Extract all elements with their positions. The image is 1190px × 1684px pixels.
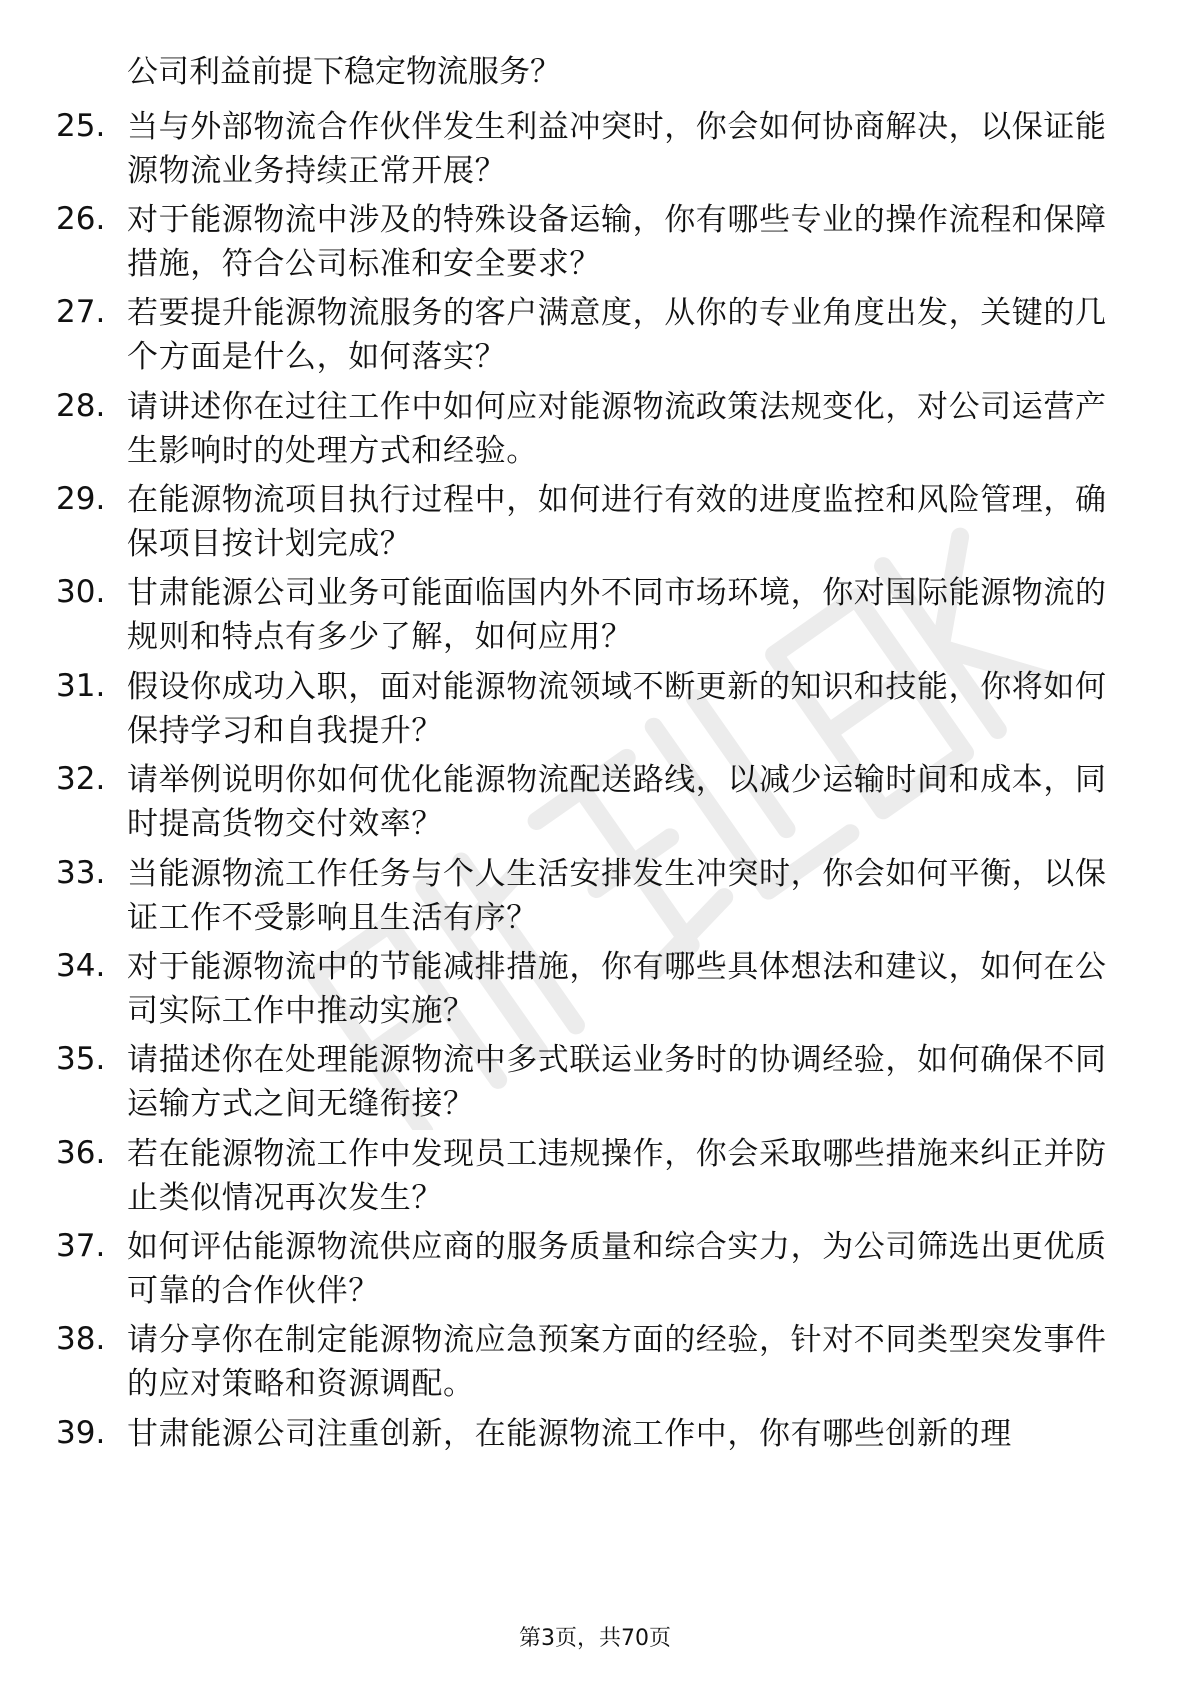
question-item	[0, 945, 1190, 1031]
question-number: 27.	[56, 294, 106, 330]
question-number: 26.	[56, 201, 106, 237]
question-item	[0, 1132, 1190, 1218]
question-text: 请描述你在处理能源物流中多式联运业务时的协调经验，如何确保不同运输方式之间无缝衔接？	[127, 1042, 1107, 1122]
question-item	[0, 1225, 1190, 1311]
question-number: 38.	[56, 1321, 106, 1357]
question-text: 当能源物流工作任务与个人生活安排发生冲突时，你会如何平衡，以保证工作不受影响且生活有序？	[127, 856, 1107, 936]
question-item	[0, 571, 1190, 657]
question-text: 如何评估能源物流供应商的服务质量和综合实力，为公司筛选出更优质可靠的合作伙伴？	[127, 1229, 1107, 1309]
question-number: 28.	[56, 388, 106, 424]
question-item	[0, 1038, 1190, 1124]
question-number: 25.	[56, 108, 106, 144]
question-text: 当与外部物流合作伙伴发生利益冲突时，你会如何协商解决，以保证能源物流业务持续正常开展？	[127, 109, 1107, 189]
question-number: 31.	[56, 668, 106, 704]
question-number: 30.	[56, 574, 106, 610]
page-footer: 第3页，共70页	[519, 1626, 671, 1651]
question-text: 请举例说明你如何优化能源物流配送路线，以减少运输时间和成本，同时提高货物交付效率？	[127, 762, 1107, 842]
question-number: 32.	[56, 761, 106, 797]
question-number: 33.	[56, 855, 106, 891]
question-text: 对于能源物流中的节能减排措施，你有哪些具体想法和建议，如何在公司实际工作中推动实施？	[127, 949, 1107, 1029]
question-text: 请讲述你在过往工作中如何应对能源物流政策法规变化，对公司运营产生影响时的处理方式和经验。	[127, 389, 1107, 469]
question-number: 29.	[56, 481, 106, 517]
question-text: 对于能源物流中涉及的特殊设备运输，你有哪些专业的操作流程和保障措施，符合公司标准和安全要求？	[127, 202, 1107, 282]
question-text: 若要提升能源物流服务的客户满意度，从你的专业角度出发，关键的几个方面是什么，如何落实？	[127, 295, 1107, 375]
question-item	[0, 198, 1190, 284]
question-number: 39.	[56, 1415, 106, 1451]
question-text: 假设你成功入职，面对能源物流领域不断更新的知识和技能，你将如何保持学习和自我提升？	[127, 669, 1107, 749]
question-text: 甘肃能源公司业务可能面临国内外不同市场环境，你对国际能源物流的规则和特点有多少了解，如何应用？	[127, 575, 1107, 655]
question-continuation: 公司利益前提下稳定物流服务？	[127, 54, 561, 90]
question-text: 请分享你在制定能源物流应急预案方面的经验，针对不同类型突发事件的应对策略和资源调配。	[127, 1322, 1107, 1402]
question-item	[0, 1412, 1190, 1456]
question-text: 甘肃能源公司注重创新，在能源物流工作中，你有哪些创新的理	[127, 1416, 1012, 1452]
question-number: 37.	[56, 1228, 106, 1264]
question-number: 35.	[56, 1041, 106, 1077]
question-item	[0, 478, 1190, 564]
question-number: 34.	[56, 948, 106, 984]
question-item	[0, 385, 1190, 471]
question-item	[0, 105, 1190, 191]
question-item	[0, 758, 1190, 844]
question-text: 若在能源物流工作中发现员工违规操作，你会采取哪些措施来纠正并防止类似情况再次发生？	[127, 1136, 1107, 1216]
question-number: 36.	[56, 1135, 106, 1171]
question-text: 在能源物流项目执行过程中，如何进行有效的进度监控和风险管理，确保项目按计划完成？	[127, 482, 1107, 562]
question-item	[0, 665, 1190, 751]
question-item	[0, 852, 1190, 938]
question-item	[0, 1318, 1190, 1404]
question-item	[0, 291, 1190, 377]
